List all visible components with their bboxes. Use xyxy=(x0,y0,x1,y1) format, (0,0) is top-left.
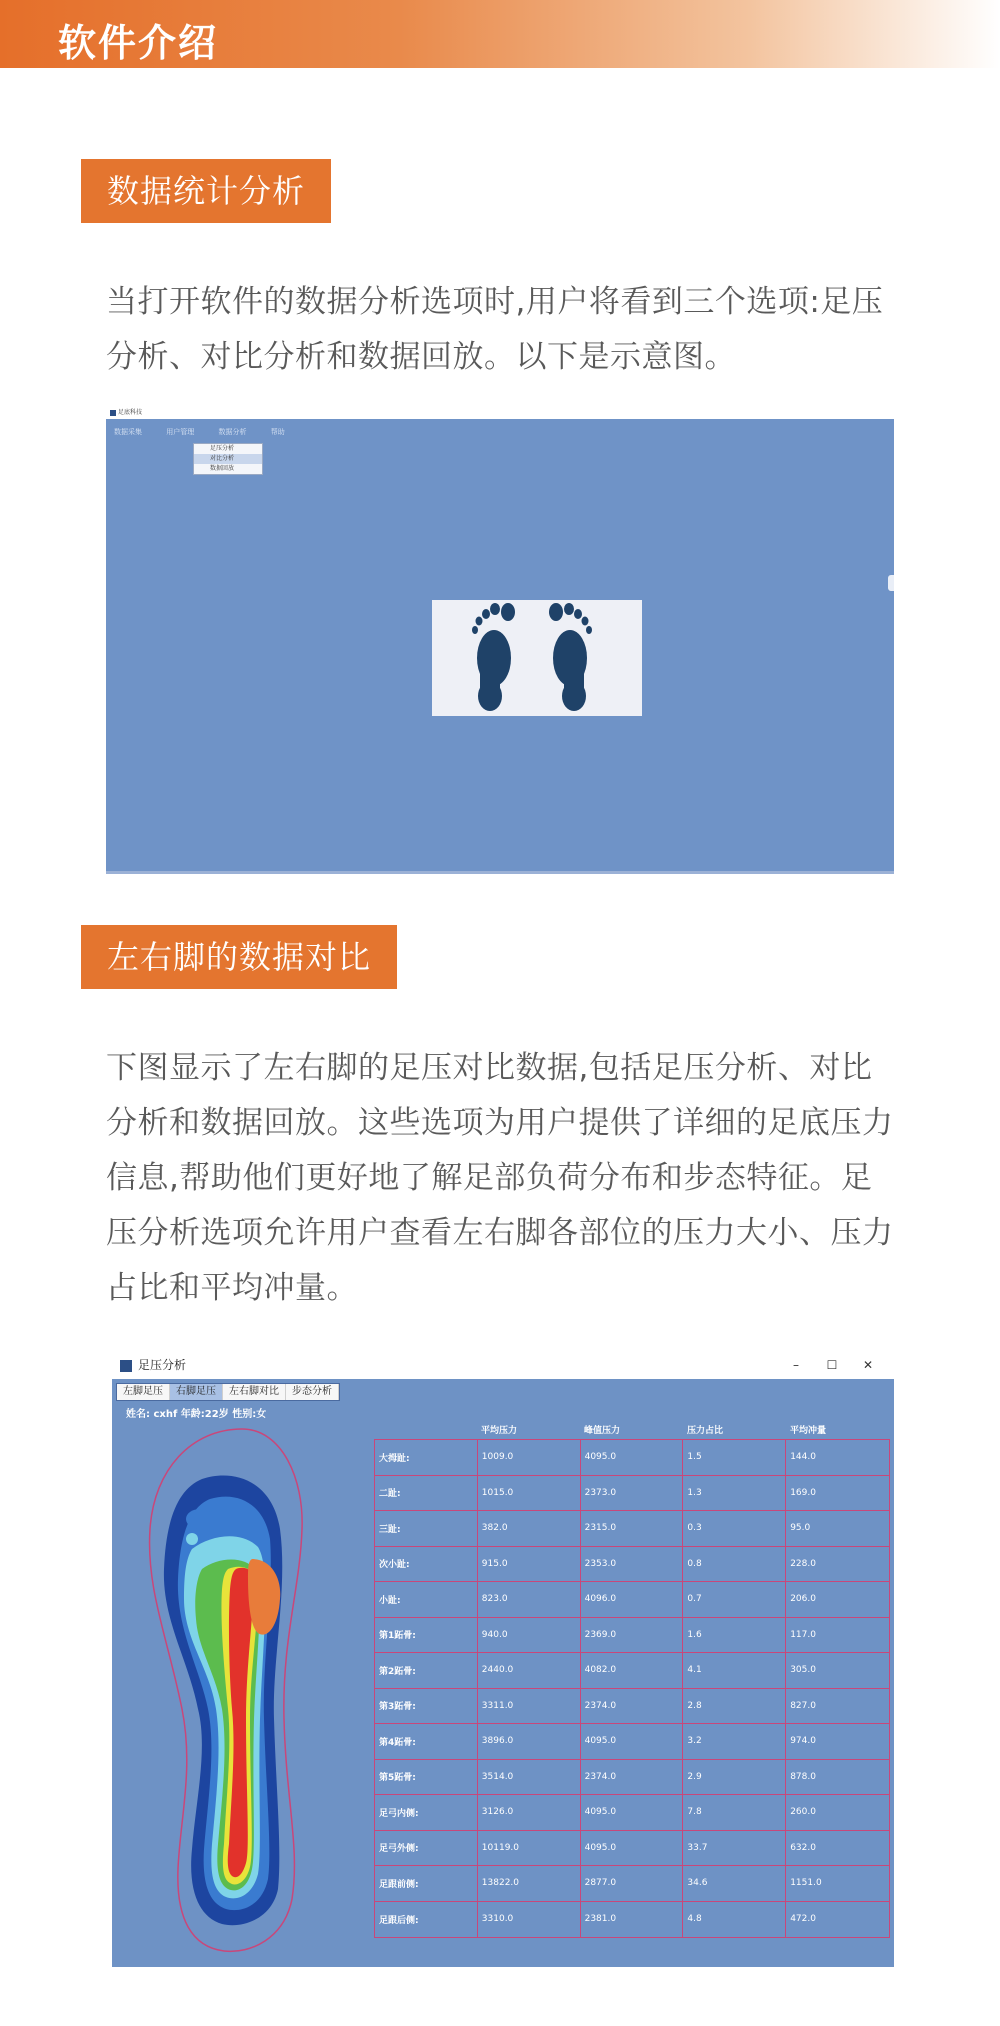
region-name-cell: 足跟前侧: xyxy=(375,1866,478,1901)
dropdown-item-foot-pressure[interactable]: 足压分析 xyxy=(210,445,235,452)
value-cell: 3311.0 xyxy=(478,1689,581,1724)
value-cell: 1009.0 xyxy=(478,1440,581,1475)
screenshot-foot-pressure-analysis xyxy=(112,1351,894,1967)
value-cell: 34.6 xyxy=(683,1866,786,1901)
app-icon xyxy=(120,1360,132,1372)
value-cell: 33.7 xyxy=(683,1831,786,1866)
table-row xyxy=(375,1795,889,1831)
region-name-cell: 足跟后侧: xyxy=(375,1902,478,1938)
region-name-cell: 小趾: xyxy=(375,1582,478,1617)
table-row xyxy=(375,1689,889,1725)
value-cell: 169.0 xyxy=(790,1487,816,1498)
value-cell: 1151.0 xyxy=(790,1878,822,1889)
value-cell: 974.0 xyxy=(790,1736,816,1747)
region-name-cell: 第1跖骨: xyxy=(375,1618,478,1653)
table-row xyxy=(375,1547,889,1583)
window-title: 足底科技 xyxy=(118,409,143,416)
region-name-cell: 足弓外侧: xyxy=(375,1831,478,1866)
menu-item-data-analysis[interactable]: 数据分析 xyxy=(218,428,247,436)
tab-left-foot[interactable]: 左脚足压 xyxy=(117,1384,170,1400)
header-pressure-ratio: 压力占比 xyxy=(687,1425,724,1436)
section2-paragraph: 下图显示了左右脚的足压对比数据,包括足压分析、对比分析和数据回放。这些选项为用户提供了详细的足底压力信息,帮助他们更好地了解足部负荷分布和步态特征。足压分析选项允许用户查看左右脚各部位的压力大小、压力占比和平均冲量。 xyxy=(106,1050,894,1306)
pressure-table xyxy=(374,1419,890,1938)
value-cell: 4.8 xyxy=(683,1902,786,1938)
region-name-cell: 次小趾: xyxy=(375,1547,478,1582)
value-cell: 4082.0 xyxy=(581,1653,684,1688)
window-title: 足压分析 xyxy=(138,1358,187,1372)
window-titlebar xyxy=(112,1351,894,1379)
value-cell: 940.0 xyxy=(478,1618,581,1653)
table-row xyxy=(375,1653,889,1689)
data-analysis-dropdown xyxy=(193,443,263,475)
table-row xyxy=(375,1831,889,1867)
value-cell: 7.8 xyxy=(683,1795,786,1830)
value-cell: 206.0 xyxy=(790,1594,816,1605)
value-cell: 2440.0 xyxy=(478,1653,581,1688)
value-cell: 0.7 xyxy=(683,1582,786,1617)
value-cell: 382.0 xyxy=(478,1511,581,1546)
maximize-icon[interactable]: ☐ xyxy=(826,1358,838,1372)
section-label-statistics: 数据统计分析 xyxy=(81,159,331,223)
app-icon xyxy=(110,410,116,416)
value-cell: 632.0 xyxy=(790,1842,816,1853)
value-cell: 95.0 xyxy=(790,1523,811,1534)
value-cell: 823.0 xyxy=(478,1582,581,1617)
table-row xyxy=(375,1618,889,1654)
value-cell: 4095.0 xyxy=(581,1440,684,1475)
minimize-icon[interactable]: – xyxy=(793,1358,799,1372)
value-cell: 472.0 xyxy=(790,1914,816,1925)
value-cell: 827.0 xyxy=(790,1700,816,1711)
value-cell: 3514.0 xyxy=(478,1760,581,1795)
menu-item-data-collection[interactable]: 数据采集 xyxy=(114,428,142,436)
table-row xyxy=(375,1440,889,1476)
value-cell: 0.8 xyxy=(683,1547,786,1582)
tab-left-right-compare[interactable]: 左右脚对比 xyxy=(223,1384,286,1400)
value-cell: 4.1 xyxy=(683,1653,786,1688)
tab-bar xyxy=(116,1383,340,1401)
menu-item-user-management[interactable]: 用户管理 xyxy=(166,428,195,436)
value-cell: 3896.0 xyxy=(478,1724,581,1759)
value-cell: 144.0 xyxy=(790,1452,816,1463)
value-cell: 228.0 xyxy=(790,1558,816,1569)
dropdown-item-comparison[interactable]: 对比分析 xyxy=(194,454,262,464)
value-cell: 260.0 xyxy=(790,1807,816,1818)
value-cell: 4095.0 xyxy=(581,1831,684,1866)
footprint-logo-card xyxy=(432,600,642,716)
table-row xyxy=(375,1866,889,1902)
screenshot-data-analysis-menu xyxy=(106,407,894,874)
value-cell: 3126.0 xyxy=(478,1795,581,1830)
value-cell: 4095.0 xyxy=(581,1795,684,1830)
table-grid xyxy=(374,1439,890,1938)
value-cell: 2.9 xyxy=(683,1760,786,1795)
value-cell: 13822.0 xyxy=(478,1866,581,1901)
value-cell: 1.5 xyxy=(683,1440,786,1475)
value-cell: 2877.0 xyxy=(581,1866,684,1901)
table-row xyxy=(375,1476,889,1512)
table-row xyxy=(375,1760,889,1796)
value-cell: 2374.0 xyxy=(581,1760,684,1795)
header-average-pressure: 平均压力 xyxy=(481,1425,518,1436)
value-cell: 1.6 xyxy=(683,1618,786,1653)
banner-title: 软件介绍 xyxy=(58,21,219,65)
value-cell: 10119.0 xyxy=(478,1831,581,1866)
value-cell: 117.0 xyxy=(790,1629,816,1640)
value-cell: 2373.0 xyxy=(581,1476,684,1511)
header-average-impulse: 平均冲量 xyxy=(790,1425,827,1436)
top-banner xyxy=(0,0,1000,68)
window-controls xyxy=(778,1351,886,1379)
foot-pressure-heatmap xyxy=(132,1419,332,1959)
table-header xyxy=(374,1419,890,1439)
value-cell: 915.0 xyxy=(478,1547,581,1582)
menu-item-help[interactable]: 帮助 xyxy=(270,428,285,436)
value-cell: 2315.0 xyxy=(581,1511,684,1546)
value-cell: 2353.0 xyxy=(581,1547,684,1582)
person-info: 姓名: cxhf 年龄:22岁 性别:女 xyxy=(126,1409,267,1420)
section-label-left-right-compare: 左右脚的数据对比 xyxy=(81,925,397,989)
value-cell: 305.0 xyxy=(790,1665,816,1676)
region-name-cell: 第2跖骨: xyxy=(375,1653,478,1688)
table-row xyxy=(375,1582,889,1618)
menu-bar xyxy=(114,427,307,437)
section1-paragraph: 当打开软件的数据分析选项时,用户将看到三个选项:足压分析、对比分析和数据回放。以下是示意图。 xyxy=(106,284,884,375)
value-cell: 4095.0 xyxy=(581,1724,684,1759)
app-titlebar xyxy=(106,407,894,419)
value-cell: 0.3 xyxy=(683,1511,786,1546)
value-cell: 3310.0 xyxy=(478,1902,581,1938)
tab-gait-analysis[interactable]: 步态分析 xyxy=(286,1384,339,1400)
value-cell: 1.3 xyxy=(683,1476,786,1511)
close-icon[interactable]: ✕ xyxy=(862,1358,874,1372)
footprints-icon xyxy=(432,600,642,716)
region-name-cell: 三趾: xyxy=(375,1511,478,1546)
region-name-cell: 第3跖骨: xyxy=(375,1689,478,1724)
table-row xyxy=(375,1724,889,1760)
value-cell: 2369.0 xyxy=(581,1618,684,1653)
value-cell: 878.0 xyxy=(790,1771,816,1782)
value-cell: 4096.0 xyxy=(581,1582,684,1617)
table-row xyxy=(375,1511,889,1547)
region-name-cell: 第4跖骨: xyxy=(375,1724,478,1759)
region-name-cell: 大拇趾: xyxy=(375,1440,478,1475)
value-cell: 2374.0 xyxy=(581,1689,684,1724)
value-cell: 2381.0 xyxy=(581,1902,684,1938)
region-name-cell: 足弓内侧: xyxy=(375,1795,478,1830)
dropdown-item-playback[interactable]: 数据回放 xyxy=(210,465,235,472)
region-name-cell: 二趾: xyxy=(375,1476,478,1511)
table-row xyxy=(375,1902,889,1938)
value-cell: 2.8 xyxy=(683,1689,786,1724)
value-cell: 3.2 xyxy=(683,1724,786,1759)
tab-right-foot[interactable]: 右脚足压 xyxy=(170,1384,223,1400)
header-peak-pressure: 峰值压力 xyxy=(584,1425,621,1436)
region-name-cell: 第5跖骨: xyxy=(375,1760,478,1795)
value-cell: 1015.0 xyxy=(478,1476,581,1511)
side-panel-handle[interactable] xyxy=(888,575,894,591)
